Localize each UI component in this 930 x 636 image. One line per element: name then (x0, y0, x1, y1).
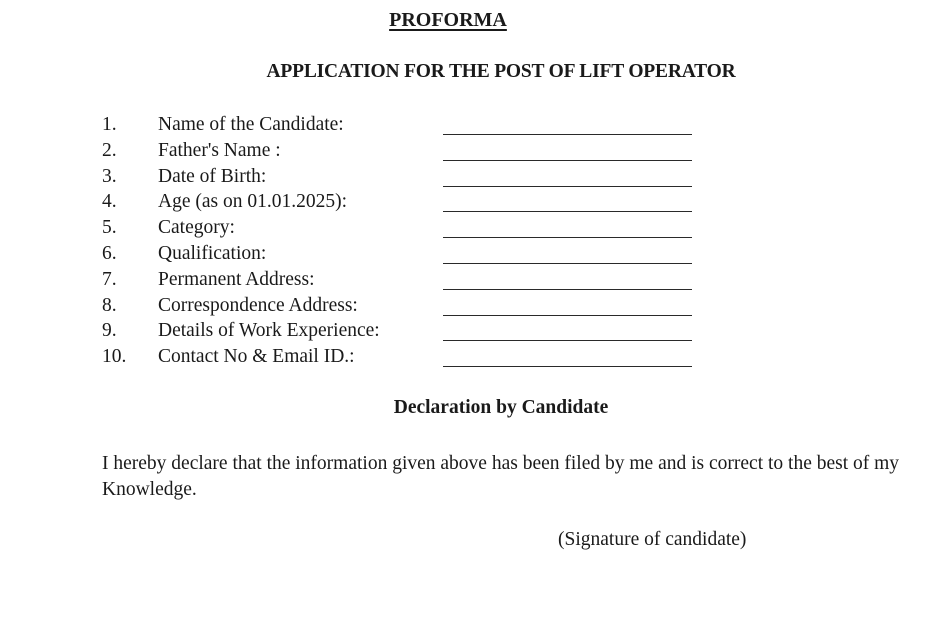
field-blank-line[interactable] (443, 134, 692, 135)
declaration-text: I hereby declare that the information given above has been filed by me and is correct to the best of my Knowledge. (102, 453, 900, 500)
field-number: 8. (102, 294, 117, 316)
field-row-name (0, 112, 930, 138)
field-number: 5. (102, 217, 117, 239)
field-blank-line[interactable] (443, 237, 692, 238)
signature-label: (Signature of candidate) (558, 529, 747, 550)
field-label: Age (as on 01.01.2025): (158, 191, 348, 213)
field-label: Father's Name : (158, 139, 281, 161)
field-number: 3. (102, 165, 117, 187)
field-blank-line[interactable] (443, 263, 692, 264)
field-number: 2. (102, 139, 117, 161)
field-blank-line[interactable] (443, 340, 692, 341)
field-row-correspondence-address (0, 293, 930, 319)
field-row-work-experience (0, 318, 930, 344)
field-label: Date of Birth: (158, 165, 267, 187)
declaration-title: Declaration by Candidate (393, 397, 609, 418)
application-title: APPLICATION FOR THE POST OF LIFT OPERATOR (266, 61, 736, 82)
field-label: Name of the Candidate: (158, 114, 344, 135)
proforma-heading: PROFORMA (389, 9, 507, 31)
field-number: 7. (102, 268, 117, 290)
field-row-contact (0, 344, 930, 370)
field-number: 10. (102, 346, 127, 368)
field-row-age (0, 189, 930, 215)
field-label: Category: (158, 217, 235, 239)
field-label: Details of Work Experience: (158, 320, 380, 342)
field-label: Contact No & Email ID.: (158, 346, 355, 368)
field-blank-line[interactable] (443, 289, 692, 290)
field-label: Correspondence Address: (158, 294, 358, 316)
field-number: 4. (102, 191, 117, 213)
field-blank-line[interactable] (443, 160, 692, 161)
field-row-qualification (0, 241, 930, 267)
field-number: 9. (102, 320, 117, 342)
field-blank-line[interactable] (443, 315, 692, 316)
field-row-date-of-birth (0, 164, 930, 190)
field-blank-line[interactable] (443, 366, 692, 367)
field-row-category (0, 215, 930, 241)
form-fields (0, 112, 930, 370)
field-label: Permanent Address: (158, 268, 315, 290)
field-row-permanent-address (0, 267, 930, 293)
field-blank-line[interactable] (443, 211, 692, 212)
field-number: 6. (102, 242, 117, 264)
field-row-father-name (0, 138, 930, 164)
field-number: 1. (102, 114, 117, 135)
field-label: Qualification: (158, 242, 267, 264)
field-blank-line[interactable] (443, 186, 692, 187)
